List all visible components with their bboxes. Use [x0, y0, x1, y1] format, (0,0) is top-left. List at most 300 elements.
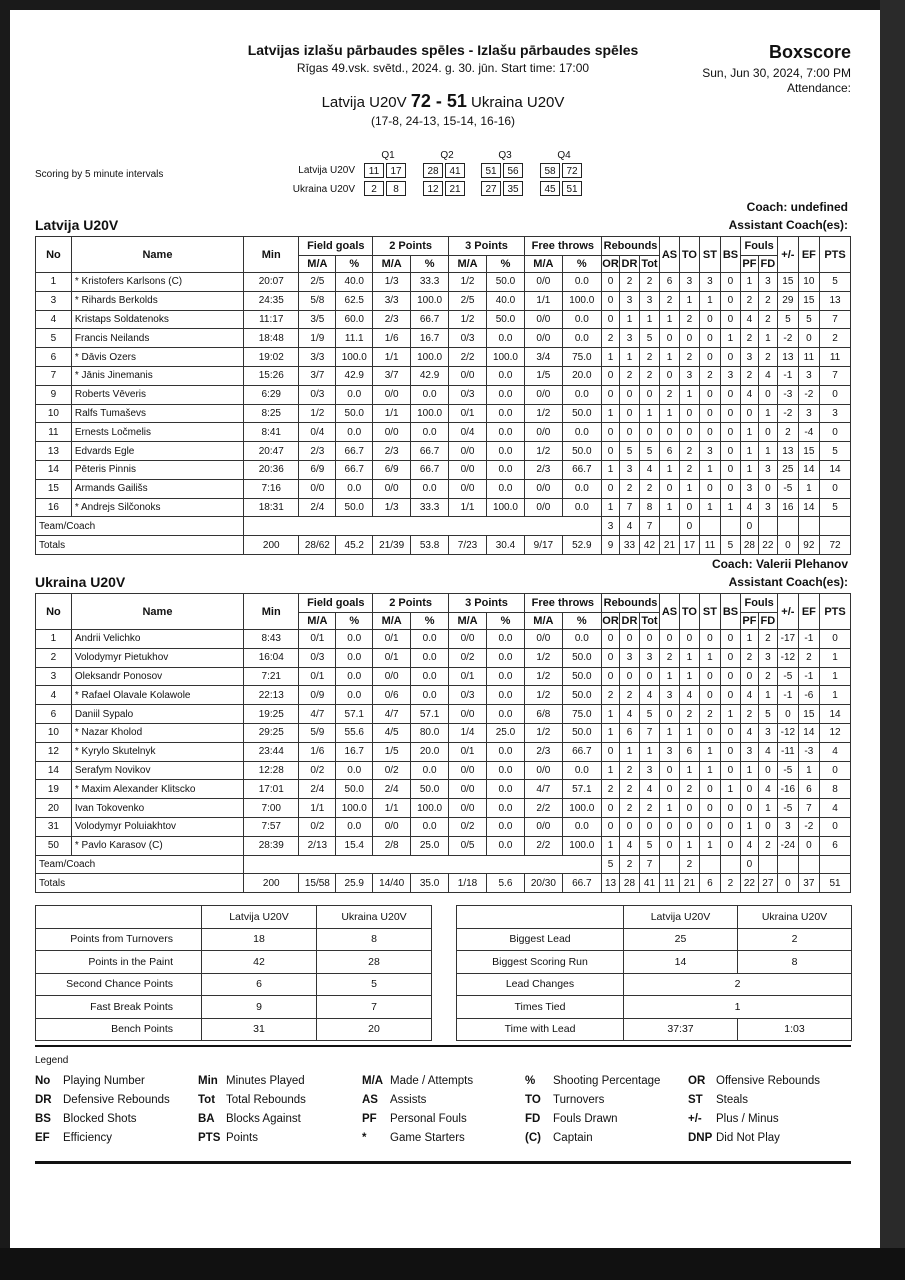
stat-cell: 0 [741, 667, 758, 686]
player-row [36, 310, 851, 329]
stat-cell: 7:00 [244, 799, 299, 818]
summary-row-label: Fast Break Points [36, 996, 202, 1019]
stat-cell: 3/4 [524, 348, 562, 367]
col-header-ma: M/A [449, 256, 487, 273]
stat-cell: 0.0 [562, 498, 601, 517]
col-header-group: 3 Points [449, 594, 525, 613]
stat-cell: 15:26 [244, 366, 299, 385]
stat-cell: 1 [741, 442, 758, 461]
stat-cell: -3 [798, 742, 820, 761]
stat-cell: 22 [741, 874, 758, 893]
stat-cell: 0 [601, 667, 619, 686]
totals-label: Totals [36, 874, 244, 893]
stat-cell: 3 [36, 667, 72, 686]
intervals-label: Scoring by 5 minute intervals [35, 169, 164, 180]
stat-cell: 0 [778, 874, 799, 893]
stat-cell: 0 [758, 479, 777, 498]
stat-cell: 0 [741, 404, 758, 423]
interval-score-cell: 51 [562, 181, 582, 196]
stat-cell: 100.0 [411, 799, 449, 818]
summary-value: 37:37 [624, 1018, 738, 1041]
stat-cell: 0.0 [336, 479, 373, 498]
col-header-pct: % [411, 256, 449, 273]
stat-cell: 2/5 [449, 291, 487, 310]
stat-cell: 14 [820, 705, 851, 724]
stat-cell: 40.0 [336, 273, 373, 292]
stat-cell: 6 [820, 836, 851, 855]
stat-cell: -11 [778, 742, 799, 761]
stat-cell: 0 [700, 723, 721, 742]
summary-row-label: Biggest Lead [457, 928, 624, 951]
legend-abbr: % [525, 1075, 536, 1087]
interval-team-label: Ukraina U20V [292, 184, 355, 195]
period-scores: (17-8, 24-13, 15-14, 16-16) [370, 114, 516, 128]
stat-cell: 0 [679, 404, 700, 423]
stat-cell: 15/58 [299, 874, 336, 893]
stat-cell: 2 [620, 761, 639, 780]
stat-cell: 14 [36, 460, 72, 479]
stat-cell: 20.0 [411, 742, 449, 761]
summary-row [457, 1018, 852, 1041]
stat-cell: 2 [679, 310, 700, 329]
stat-cell: 0.0 [486, 780, 524, 799]
stat-cell: 3 [601, 517, 619, 536]
game-title: Latvijas izlašu pārbaudes spēles - Izlašu pārbaudes spēles [247, 42, 639, 58]
stat-cell: 2 [620, 479, 639, 498]
stat-cell: 0/0 [449, 460, 487, 479]
stat-cell: 0 [601, 310, 619, 329]
stat-cell: 40.0 [486, 291, 524, 310]
stat-cell: 4 [741, 836, 758, 855]
stat-cell: 1 [820, 648, 851, 667]
stat-cell: 1 [700, 498, 721, 517]
stat-cell: 1 [639, 404, 660, 423]
stat-cell: 100.0 [411, 291, 449, 310]
stat-cell: 100.0 [336, 348, 373, 367]
legend-abbr: PTS [198, 1132, 221, 1144]
legend-desc: Assists [390, 1094, 427, 1106]
stat-cell: 1 [741, 817, 758, 836]
stat-cell: 3 [679, 273, 700, 292]
stat-cell: 5 [820, 273, 851, 292]
stat-cell: 11:17 [244, 310, 299, 329]
stat-cell: 0.0 [486, 836, 524, 855]
legend-title: Legend [35, 1055, 69, 1066]
stat-cell: 2 [778, 423, 799, 442]
player-name: Armands Gailišs [71, 479, 243, 498]
stat-cell: 5.6 [486, 874, 524, 893]
stat-cell: 0.0 [486, 761, 524, 780]
player-row [36, 348, 851, 367]
stat-cell: 1 [820, 667, 851, 686]
stat-cell: 0 [601, 442, 619, 461]
boxscore-heading: Boxscore [768, 42, 851, 62]
assistant-coaches: Assistant Coach(es): [728, 218, 848, 232]
legend-abbr: OR [688, 1075, 706, 1087]
summary-value: 25 [624, 928, 738, 951]
stat-cell: 66.7 [562, 874, 601, 893]
assistant-coaches: Assistant Coach(es): [728, 575, 848, 589]
col-header-min: Min [244, 594, 299, 630]
player-row [36, 329, 851, 348]
stat-cell: 20 [36, 799, 72, 818]
stat-cell: 0/0 [449, 366, 487, 385]
stat-cell: 0.0 [411, 761, 449, 780]
divider [35, 1045, 851, 1047]
stat-cell: 0.0 [486, 667, 524, 686]
stat-cell: 0/1 [449, 404, 487, 423]
stat-cell: 57.1 [411, 705, 449, 724]
interval-score-cell: 11 [364, 163, 384, 178]
stat-cell: 3 [741, 348, 758, 367]
stat-cell: 20:47 [244, 442, 299, 461]
stat-cell: 0.0 [486, 479, 524, 498]
stat-cell: 10 [798, 273, 820, 292]
stat-cell: 0 [700, 630, 721, 649]
legend-abbr: DNP [688, 1132, 713, 1144]
stat-cell: 0.0 [486, 742, 524, 761]
player-name: Volodymyr Pietukhov [71, 648, 243, 667]
stat-cell: 0 [679, 498, 700, 517]
stat-cell: 0.0 [486, 460, 524, 479]
stat-cell: 7 [36, 366, 72, 385]
stat-cell: 2 [700, 705, 721, 724]
stat-cell: 3 [758, 648, 777, 667]
stat-cell: 1 [720, 705, 741, 724]
team-coach-row [36, 855, 851, 874]
stat-cell: -1 [798, 630, 820, 649]
stat-cell: 1 [758, 686, 777, 705]
stat-cell: 0 [639, 817, 660, 836]
stat-cell: 0 [700, 348, 721, 367]
stat-cell: 1 [601, 836, 619, 855]
stat-cell: 4/7 [299, 705, 336, 724]
stat-cell: 1 [660, 498, 679, 517]
stat-cell: 0.0 [486, 799, 524, 818]
stat-cell: 0.0 [562, 761, 601, 780]
stat-cell: 4 [36, 310, 72, 329]
legend-item [362, 1113, 467, 1125]
stat-cell: 0 [700, 817, 721, 836]
stat-cell: 13 [601, 874, 619, 893]
stat-cell: 1 [601, 404, 619, 423]
interval-score-cell: 12 [423, 181, 443, 196]
stat-cell: 3 [820, 404, 851, 423]
stat-cell: 0.0 [486, 423, 524, 442]
stat-cell: 7 [798, 799, 820, 818]
stat-cell: -12 [778, 648, 799, 667]
legend-abbr: FD [525, 1113, 541, 1125]
stat-cell: 4 [639, 780, 660, 799]
stat-cell: 1 [601, 761, 619, 780]
summary-row-label: Times Tied [457, 996, 624, 1019]
player-name: Kristaps Soldatenoks [71, 310, 243, 329]
final-score [200, 91, 686, 112]
legend-item [525, 1075, 660, 1087]
stat-cell: 3 [639, 291, 660, 310]
stat-cell: 0/2 [299, 817, 336, 836]
stat-cell: 0.0 [486, 442, 524, 461]
stat-cell: 0 [720, 442, 741, 461]
legend-desc: Plus / Minus [716, 1113, 779, 1125]
summary-value: 1:03 [738, 1018, 852, 1041]
stat-cell: 3 [660, 686, 679, 705]
stat-cell: 0 [720, 460, 741, 479]
stat-cell: 0 [660, 423, 679, 442]
stat-cell: 2 [620, 366, 639, 385]
quarter-label: Q1 [381, 150, 395, 161]
stat-cell: 5 [798, 310, 820, 329]
empty-cell [798, 517, 820, 536]
quarter-label: Q4 [557, 150, 571, 161]
stat-cell: -16 [778, 780, 799, 799]
stat-cell: 7:21 [244, 667, 299, 686]
stat-cell: 1 [741, 423, 758, 442]
stat-cell: -5 [778, 667, 799, 686]
stat-cell: 0 [720, 423, 741, 442]
stat-cell: 51 [820, 874, 851, 893]
stat-cell: 100.0 [411, 348, 449, 367]
stat-cell: 15 [798, 442, 820, 461]
stat-cell: 1 [620, 742, 639, 761]
stat-cell: 50.0 [411, 780, 449, 799]
player-name: Volodymyr Poluiakhtov [71, 817, 243, 836]
stat-cell: 41 [639, 874, 660, 893]
stat-cell: 0.0 [411, 667, 449, 686]
empty-cell [778, 517, 799, 536]
legend-desc: Defensive Rebounds [63, 1094, 170, 1106]
stat-cell: 50.0 [562, 667, 601, 686]
stat-cell: 2/5 [299, 273, 336, 292]
stat-cell: 17:01 [244, 780, 299, 799]
stat-cell: 0.0 [486, 366, 524, 385]
stat-cell: 1 [720, 498, 741, 517]
stat-cell: 0 [720, 291, 741, 310]
stat-cell: 0 [720, 348, 741, 367]
stat-cell: -6 [798, 686, 820, 705]
stat-cell: 1/2 [524, 404, 562, 423]
player-row [36, 780, 851, 799]
stat-cell: 0/1 [299, 630, 336, 649]
legend-item [35, 1132, 112, 1144]
stat-cell: 1 [758, 799, 777, 818]
stat-cell: 0.0 [486, 817, 524, 836]
stat-cell: 7 [820, 310, 851, 329]
legend-abbr: Min [198, 1075, 218, 1087]
summary-value: 7 [317, 996, 432, 1019]
player-name: Pēteris Pinnis [71, 460, 243, 479]
stat-cell: 2 [758, 630, 777, 649]
stat-cell: 0 [620, 667, 639, 686]
player-name: * Maxim Alexander Klitscko [71, 780, 243, 799]
stat-cell: 2 [36, 648, 72, 667]
legend-abbr: M/A [362, 1075, 384, 1087]
stat-cell: 75.0 [562, 348, 601, 367]
legend-item [688, 1075, 820, 1087]
stat-cell: 0/0 [449, 780, 487, 799]
summary-row [36, 951, 432, 974]
stat-cell: 0 [679, 817, 700, 836]
stat-cell: 21 [660, 536, 679, 555]
summary-value: 31 [202, 1018, 317, 1041]
legend-item [35, 1075, 145, 1087]
stat-cell: 75.0 [562, 705, 601, 724]
stat-cell: 0/3 [299, 385, 336, 404]
stat-cell: 0/3 [449, 686, 487, 705]
stat-cell: 11 [798, 348, 820, 367]
stat-cell: 1 [700, 742, 721, 761]
col-header-pct: % [486, 613, 524, 630]
stat-cell: 2 [741, 705, 758, 724]
stat-cell: 2 [741, 648, 758, 667]
legend-desc: Playing Number [63, 1075, 145, 1087]
stat-cell: 0/0 [524, 273, 562, 292]
stat-cell: 0/2 [299, 761, 336, 780]
stat-cell: 5 [639, 329, 660, 348]
stat-cell: 3 [639, 761, 660, 780]
stat-cell: 0/0 [449, 442, 487, 461]
stat-cell: 0.0 [562, 329, 601, 348]
stat-cell: 2 [660, 385, 679, 404]
summary-table-left [35, 905, 432, 1041]
stat-cell: 2 [660, 291, 679, 310]
stat-cell: -1 [798, 667, 820, 686]
col-header-ma: M/A [299, 256, 336, 273]
interval-team-label: Latvija U20V [298, 165, 355, 176]
stat-cell: 0 [639, 667, 660, 686]
stat-cell: 52.9 [562, 536, 601, 555]
team-coach-row [36, 517, 851, 536]
stat-cell: 0.0 [562, 817, 601, 836]
player-row [36, 460, 851, 479]
stat-cell: 2 [798, 648, 820, 667]
stat-cell: 1 [720, 780, 741, 799]
stat-cell: 55.6 [336, 723, 373, 742]
stat-cell: 1 [620, 310, 639, 329]
stat-cell: 60.0 [336, 310, 373, 329]
stat-cell: 10 [36, 723, 72, 742]
col-header-bs: BS [720, 594, 741, 630]
away-team-name: Ukraina U20V [471, 94, 565, 111]
stat-cell: 28/62 [299, 536, 336, 555]
summary-row [457, 996, 852, 1019]
col-header-pct: % [562, 256, 601, 273]
stat-cell: 3 [679, 366, 700, 385]
stat-cell: 31 [36, 817, 72, 836]
stat-cell: 0 [601, 479, 619, 498]
stat-cell: 4 [620, 705, 639, 724]
stat-cell: 1 [679, 836, 700, 855]
interval-score-cell: 58 [540, 163, 560, 178]
col-header-group: Field goals [299, 594, 373, 613]
home-team-name: Latvija U20V [321, 94, 407, 111]
stat-cell: 2/13 [299, 836, 336, 855]
stat-cell: 14/40 [373, 874, 411, 893]
summary-row-label: Bench Points [36, 1018, 202, 1041]
stat-cell: 2 [741, 329, 758, 348]
stat-cell: 0 [758, 385, 777, 404]
stat-cell: 1/2 [524, 667, 562, 686]
player-row [36, 761, 851, 780]
stat-cell: 4 [758, 742, 777, 761]
stat-cell: 80.0 [411, 723, 449, 742]
stat-cell: 0 [720, 817, 741, 836]
empty-cell [660, 517, 679, 536]
stat-cell: -2 [778, 329, 799, 348]
interval-score-cell: 45 [540, 181, 560, 196]
empty-cell [720, 855, 741, 874]
col-header-name: Name [71, 237, 243, 273]
stat-cell: 2 [700, 366, 721, 385]
stat-cell: 0/1 [373, 648, 411, 667]
stat-cell: 4 [741, 385, 758, 404]
stat-cell: 2 [639, 348, 660, 367]
stat-cell: 2 [620, 780, 639, 799]
stat-cell: 0 [798, 329, 820, 348]
stat-cell: 25.0 [411, 836, 449, 855]
stat-cell: 2/3 [524, 742, 562, 761]
player-name: Ernests Ločmelis [71, 423, 243, 442]
stat-cell: 0 [660, 705, 679, 724]
stat-cell: 2 [720, 874, 741, 893]
stat-cell: 1 [679, 761, 700, 780]
stat-cell: 3/3 [373, 291, 411, 310]
stat-cell: 0 [639, 385, 660, 404]
stat-cell: 0 [720, 630, 741, 649]
legend-desc: Shooting Percentage [553, 1075, 661, 1087]
empty-cell [457, 906, 624, 929]
stat-cell: 0/0 [373, 385, 411, 404]
stat-cell: 92 [798, 536, 820, 555]
stat-cell: 6/9 [373, 460, 411, 479]
stat-cell: 19 [36, 780, 72, 799]
stat-cell: 0/0 [524, 761, 562, 780]
stat-cell: 0.0 [562, 630, 601, 649]
stat-cell: -2 [798, 385, 820, 404]
legend-desc: Made / Attempts [390, 1075, 474, 1087]
stat-cell: 0 [741, 780, 758, 799]
stat-cell: 0 [620, 423, 639, 442]
col-header-group: Field goals [299, 237, 373, 256]
stat-cell: 2 [758, 310, 777, 329]
stat-cell: 0.0 [562, 479, 601, 498]
stat-cell: 66.7 [411, 442, 449, 461]
stat-cell: 42.9 [336, 366, 373, 385]
stat-cell: 2 [741, 366, 758, 385]
stat-cell: 1/1 [373, 799, 411, 818]
col-header-min: Min [244, 237, 299, 273]
stat-cell: 0 [601, 366, 619, 385]
col-header-group: Free throws [524, 594, 601, 613]
stat-cell: 0 [660, 836, 679, 855]
stat-cell: 1/5 [524, 366, 562, 385]
stat-cell: 0 [700, 686, 721, 705]
stat-cell: 13 [820, 291, 851, 310]
stat-cell: 0.0 [486, 404, 524, 423]
stat-cell: 5 [720, 536, 741, 555]
stat-cell: 25.9 [336, 874, 373, 893]
stat-cell: 0 [679, 517, 700, 536]
stat-cell: 2/2 [524, 836, 562, 855]
stat-cell: 0/0 [373, 423, 411, 442]
stat-cell: 50.0 [336, 404, 373, 423]
empty-cell [700, 855, 721, 874]
stat-cell: 2 [679, 460, 700, 479]
interval-score-cell: 35 [503, 181, 523, 196]
stat-cell: 1/3 [373, 498, 411, 517]
stat-cell: -5 [778, 479, 799, 498]
stat-cell: 0/3 [449, 385, 487, 404]
